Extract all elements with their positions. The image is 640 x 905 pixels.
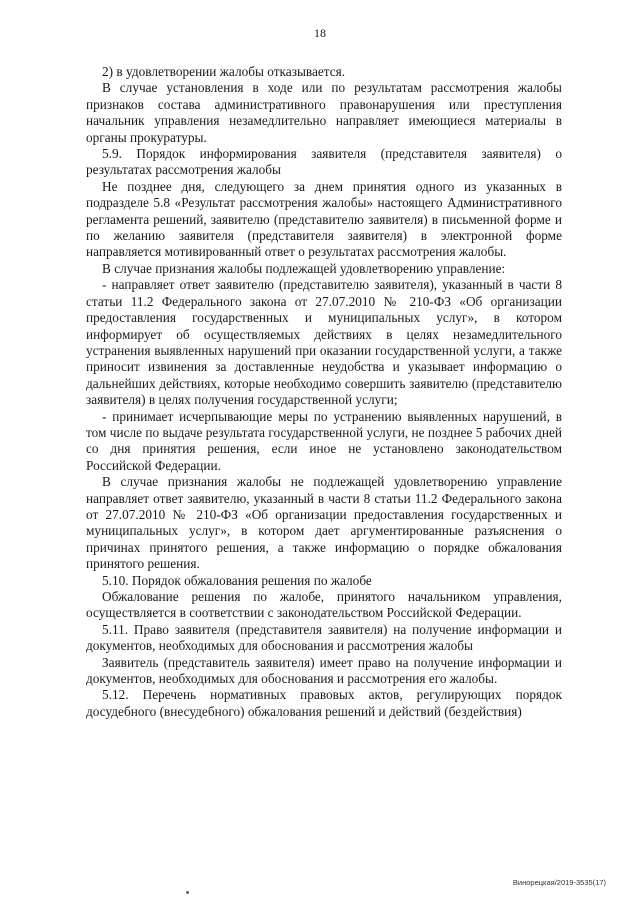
paragraph-prosecution-referral: В случае установления в ходе или по результатам рассмотрения жалобы признаков состава административного правонарушения или преступления начальник управления незамедлительно направляет имеющиеся материалы в органы прокуратуры. bbox=[86, 80, 562, 145]
paragraph-complaint-rejected: В случае признания жалобы не подлежащей удовлетворению управление направляет ответ заявителю, указанный в части 8 статьи 11.2 Федерального закона от 27.07.2010 № 210-ФЗ «Об организации предоставления государственных и муниципальных услуг», в котором дает аргументированные разъяснения о причинах принятого решения, а также информацию о порядке обжалования принятого решения. bbox=[86, 474, 562, 572]
paragraph-right-to-information: Заявитель (представитель заявителя) имеет право на получение информации и документов, необходимых для обоснования и рассмотрения его жалобы. bbox=[86, 654, 562, 687]
document-body bbox=[86, 64, 562, 720]
paragraph-complaint-satisfied: В случае признания жалобы подлежащей удовлетворению управление: bbox=[102, 260, 506, 276]
page-number: 18 bbox=[314, 26, 326, 40]
scan-dot bbox=[186, 891, 189, 894]
paragraph-refusal-item: 2) в удовлетворении жалобы отказывается. bbox=[102, 64, 346, 79]
section-heading-5-10: 5.10. Порядок обжалования решения по жалобе bbox=[102, 572, 372, 588]
list-item-take-measures: - принимает исчерпывающие меры по устранению выявленных нарушений, в том числе по выдаче результата государственной услуги, не позднее 5 рабочих дней со дня принятия решения, если иное не установлено законодательством Российской Федерации. bbox=[86, 408, 562, 473]
section-heading-5-11: 5.11. Право заявителя (представителя заявителя) на получение информации и документов, необходимых для обоснования и рассмотрения жалобы bbox=[86, 621, 562, 654]
list-item-send-response: - направляет ответ заявителю (представителю заявителя), указанный в части 8 статьи 11.2 Федерального закона от 27.07.2010 № 210-ФЗ «Об организации предоставления государственных и муниципальных услуг», в котором информирует об осуществляемых действиях в целях незамедлительного устранения выявленных нарушений при оказании государственной услуги, а также приносит извинения за доставленные неудобства и указывает информацию о дальнейших действиях, которые необходимо совершить заявителю (представителю заявителя) в целях получения государственной услуги; bbox=[86, 277, 562, 408]
paragraph-response-deadline: Не позднее дня, следующего за днем принятия одного из указанных в подразделе 5.8 «Результат рассмотрения жалобы» настоящего Административного регламента решений, заявителю (представителю заявителя) в письменной форме и по желанию заявителя (представителя заявителя) в электронной форме направляется мотивированный ответ о результатах рассмотрения жалобы. bbox=[86, 178, 562, 260]
paragraph-appeal-procedure: Обжалование решения по жалобе, принятого начальником управления, осуществляется в соответствии с законодательством Российской Федерации. bbox=[86, 589, 562, 621]
section-heading-5-12: 5.12. Перечень нормативных правовых актов, регулирующих порядок досудебного (внесудебного) обжалования решений и действий (бездействия) bbox=[86, 687, 562, 719]
section-heading-5-9: 5.9. Порядок информирования заявителя (представителя заявителя) о результатах рассмотрения жалобы bbox=[86, 146, 562, 178]
document-footer-code: Винорецкая/2019-3535(17) bbox=[512, 878, 606, 887]
